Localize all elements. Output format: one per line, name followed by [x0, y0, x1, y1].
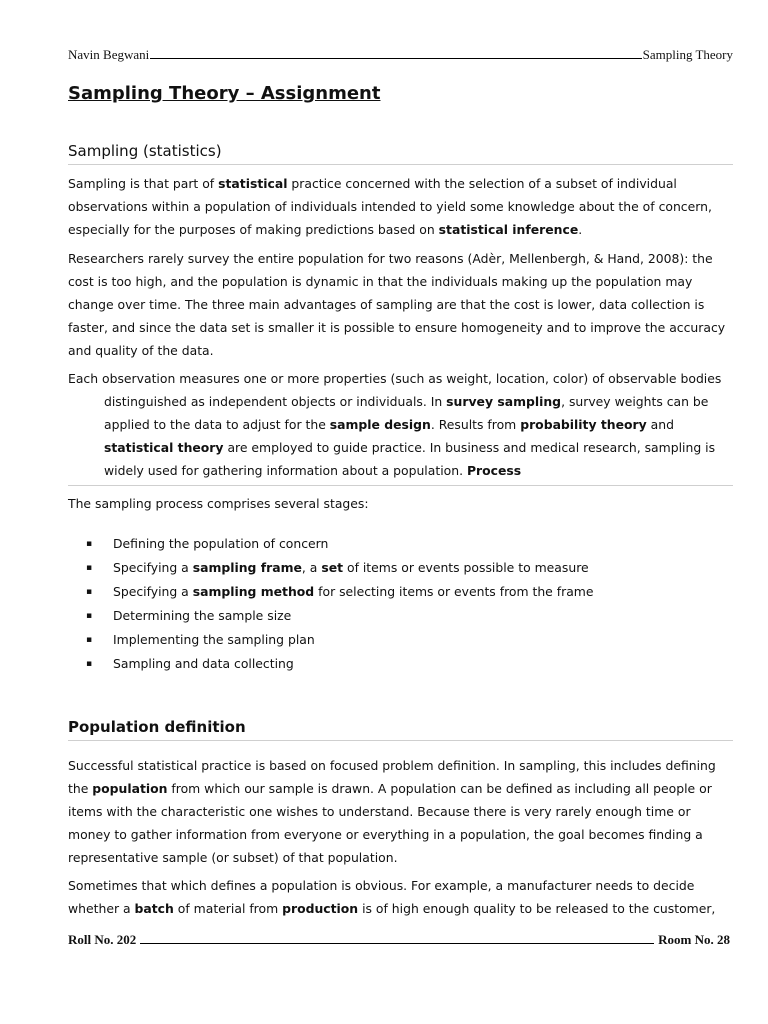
- paragraph-population-example: Sometimes that which defines a population is obvious. For example, a manufacturer needs to decide whether a batch of material from production is of high enough quality to be released to the customer,: [68, 878, 716, 916]
- page-header: [68, 46, 733, 63]
- list-item: ▪ Sampling and data collecting: [86, 652, 594, 676]
- footer-roll-number: Roll No. 202: [68, 932, 137, 947]
- section-heading-population: Population definition: [68, 718, 733, 741]
- paragraph-sampling-definition: Sampling is that part of statistical practice concerned with the selection of a subset of individual observations within a population of individuals intended to yield some knowledge about the of concern, especially for the purposes of making predictions based on statistical inference.: [68, 176, 712, 237]
- header-rule: [150, 46, 641, 59]
- header-subject: Sampling Theory: [642, 47, 733, 62]
- footer-room-number: Room No. 28: [658, 932, 730, 947]
- list-item: ▪ Specifying a sampling frame, a set of items or events possible to measure: [86, 556, 594, 580]
- bullet-icon: ▪: [86, 659, 93, 669]
- paragraph-population-definition: Successful statistical practice is based on focused problem definition. In sampling, this includes defining the population from which our sample is drawn. A population can be defined as including all people or items with the characteristic one wishes to understand. Because there is very rarely enough time or money to gather information from everyone or everything in a population, the goal becomes finding a representative sample (or subset) of that population.: [68, 758, 716, 865]
- header-author: Navin Begwani: [68, 47, 150, 62]
- paragraph-process-intro: The sampling process comprises several stages:: [68, 496, 369, 511]
- paragraph-survey-reasons: Researchers rarely survey the entire population for two reasons (Adèr, Mellenbergh, & Hand, 2008): the cost is too high, and the population is dynamic in that the individuals making up the population may change over time. The three main advantages of sampling are that the cost is lower, data collection is faster, and since the data set is smaller it is possible to ensure homogeneity and to improve the accuracy and quality of the data.: [68, 251, 726, 358]
- section-heading-sampling: Sampling (statistics): [68, 142, 733, 165]
- paragraph-observation: Each observation measures one or more properties (such as weight, location, color) of observable bodies distinguished as independent objects or individuals. In survey sampling, survey weights can be applied to the data to adjust for the sample design. Results from probability theory and statistical theory are employed to guide practice. In business and medical research, sampling is widely used for gathering information about a population. Process: [68, 367, 733, 486]
- bullet-icon: ▪: [86, 635, 93, 645]
- footer-rule: [140, 931, 654, 944]
- list-item: ▪ Specifying a sampling method for selecting items or events from the frame: [86, 580, 594, 604]
- bullet-icon: ▪: [86, 539, 93, 549]
- document-title: Sampling Theory – Assignment: [68, 83, 381, 104]
- stages-list: [86, 532, 594, 676]
- list-item: ▪ Defining the population of concern: [86, 532, 594, 556]
- bullet-icon: ▪: [86, 611, 93, 621]
- bullet-icon: ▪: [86, 563, 93, 573]
- list-item: ▪ Implementing the sampling plan: [86, 628, 594, 652]
- bullet-icon: ▪: [86, 587, 93, 597]
- list-item: ▪ Determining the sample size: [86, 604, 594, 628]
- page-footer: [68, 931, 730, 948]
